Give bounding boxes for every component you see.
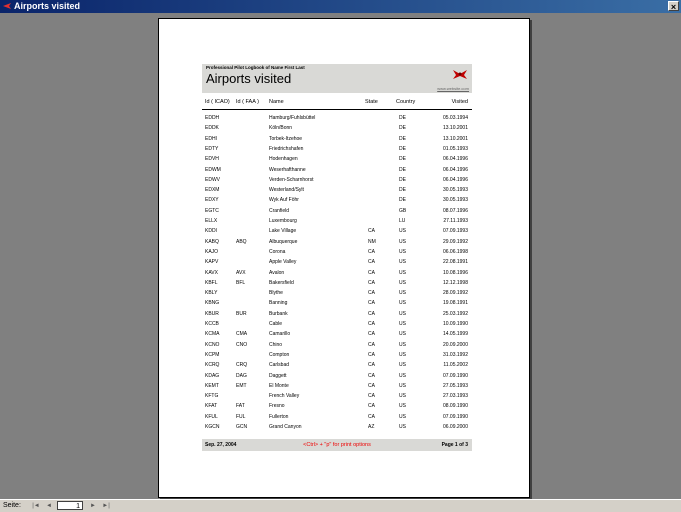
first-page-button[interactable]: |◄ [32,503,40,509]
cell-icao: KABQ [205,238,219,245]
cell-visited: 27.05.1993 [442,382,468,389]
window-title: Airports visited [14,1,81,11]
cell-state: CA [368,300,375,307]
cell-state: NM [368,238,376,245]
table-row [202,207,472,216]
cell-country: US [399,331,406,338]
print-date: Sep. 27, 2004 [205,442,237,448]
cell-visited: 30.05.1993 [442,197,468,204]
table-row [202,135,472,144]
cell-icao: KBNG [205,300,220,307]
cell-state: CA [368,341,375,348]
table-row [202,279,472,288]
page-label: Seite: [3,502,21,509]
cell-icao: KDAG [205,372,220,379]
cell-country: US [399,228,406,235]
col-state: State [365,99,378,105]
cell-faa: BFL [236,279,246,286]
cell-icao: KFTG [205,393,219,400]
cell-name: Köln/Bonn [269,125,293,132]
cell-icao: KBLY [205,290,218,297]
cell-country: US [399,290,406,297]
report-url: www.website.com [437,86,469,91]
cell-icao: EDDK [205,125,219,132]
cell-country: US [399,300,406,307]
cell-visited: 30.05.1993 [442,187,468,194]
cell-name: Weserhafthanne [269,166,306,173]
cell-country: US [399,403,406,410]
window-title-bar [0,0,681,13]
cell-icao: KAVX [205,269,218,276]
table-row [202,361,472,370]
cell-state: CA [368,331,375,338]
cell-country: US [399,382,406,389]
cell-country: US [399,269,406,276]
table-row [202,382,472,391]
table-row [202,196,472,205]
table-row [202,145,472,154]
cell-name: Bakersfield [269,279,294,286]
cell-name: Compton [269,351,290,358]
cell-visited: 10.08.1996 [442,269,468,276]
table-row [202,176,472,185]
cell-name: Verden-Scharnhorst [269,176,314,183]
cell-visited: 06.09.2000 [442,424,468,430]
next-page-button[interactable]: ► [90,503,96,509]
cell-country: US [399,259,406,266]
cell-visited: 08.07.1996 [442,207,468,214]
cell-state: CA [368,351,375,358]
cell-country: DE [399,197,406,204]
cell-state: CA [368,248,375,255]
cell-icao: EDVH [205,156,219,163]
cell-visited: 22.08.1991 [442,259,468,266]
table-row [202,238,472,247]
cell-visited: 10.09.1990 [442,321,468,327]
cell-country: US [399,362,406,369]
prev-page-button[interactable]: ◄ [46,503,52,509]
report-subtitle: Professional Pilot Logbook of Name First Last [206,65,305,70]
cell-visited: 06.04.1996 [442,176,468,183]
table-row [202,310,472,319]
cell-visited: 01.05.1993 [442,145,468,152]
cell-icao: KBFL [205,279,218,286]
close-button[interactable]: × [668,1,679,11]
cell-country: DE [399,115,406,121]
cell-visited: 06.04.1996 [442,156,468,163]
table-row [202,227,472,236]
cell-visited: 27.03.1993 [442,393,468,400]
cell-name: Camarillo [269,331,291,338]
col-faa: Id ( FAA ) [236,99,259,105]
cell-state: AZ [368,424,375,430]
cell-country: DE [399,125,406,132]
cell-icao: KCCB [205,321,219,327]
table-row [202,124,472,133]
cell-icao: EDDH [205,115,220,121]
cell-name: French Valley [269,393,300,400]
cell-icao: KEMT [205,382,219,389]
cell-icao: EDXY [205,197,219,204]
cell-icao: KAPV [205,259,219,266]
table-row [202,217,472,226]
report-title: Airports visited [206,71,292,86]
cell-state: CA [368,382,375,389]
cell-faa: CMA [236,331,248,338]
cell-state: CA [368,413,375,420]
table-row [202,258,472,267]
cell-name: Corona [269,248,286,255]
cell-faa: GCN [236,424,248,430]
cell-country: US [399,393,406,400]
cell-country: DE [399,135,406,142]
col-icao: Id ( ICAO) [205,99,230,105]
page-number-input[interactable]: 1 [57,501,83,510]
cell-faa: FUL [236,413,246,420]
cell-state: CA [368,259,375,266]
cell-visited: 07.09.1993 [442,228,468,235]
cell-country: LU [399,218,406,224]
red-plane-logo-icon [452,67,468,81]
cell-country: US [399,424,406,430]
cell-state: CA [368,269,375,276]
table-row [202,289,472,298]
cell-icao: KCRQ [205,362,220,369]
table-row [202,413,472,422]
cell-name: Burbank [269,310,288,317]
cell-state: CA [368,321,375,327]
cell-name: Apple Valley [269,259,297,266]
column-header-row [202,99,472,110]
cell-name: El Monte [269,382,289,389]
cell-icao: EGTC [205,207,219,214]
cell-country: DE [399,166,406,173]
cell-country: US [399,351,406,358]
cell-country: US [399,341,406,348]
cell-name: Daggett [269,372,287,379]
table-row [202,392,472,401]
cell-visited: 07.09.1990 [442,413,468,420]
cell-icao: EDTY [205,145,219,152]
cell-country: GB [399,207,407,214]
cell-visited: 29.09.1992 [442,238,468,245]
cell-name: Torbek-Itzehoe [269,135,303,142]
cell-faa: CNO [236,341,248,348]
cell-visited: 20.09.2000 [442,341,468,348]
report-footer [202,439,472,451]
table-row [202,423,472,432]
cell-name: Avalon [269,269,285,276]
cell-state: CA [368,403,375,410]
cell-faa: EMT [236,382,247,389]
cell-visited: 13.10.2001 [442,125,468,132]
cell-name: Friedrichshafen [269,145,304,152]
cell-visited: 06.04.1996 [442,166,468,173]
cell-icao: KDDI [205,228,217,235]
cell-country: US [399,413,406,420]
cell-country: US [399,321,406,327]
col-visited: Visited [451,99,468,105]
cell-visited: 25.03.1992 [442,310,468,317]
cell-visited: 05.03.1994 [442,115,468,121]
plane-app-icon [2,1,12,11]
cell-country: DE [399,176,406,183]
cell-visited: 28.09.1992 [442,290,468,297]
cell-country: DE [399,156,406,163]
cell-country: DE [399,187,406,194]
table-row [202,269,472,278]
cell-icao: KGCN [205,424,220,430]
col-name: Name [269,99,284,105]
cell-icao: KCPM [205,351,220,358]
report-page [158,18,530,498]
cell-state: CA [368,393,375,400]
cell-visited: 07.09.1990 [442,372,468,379]
cell-country: US [399,248,406,255]
cell-name: Hodenhagen [269,156,298,163]
cell-name: Fresno [269,403,285,410]
cell-visited: 06.06.1998 [442,248,468,255]
cell-name: Chino [269,341,283,348]
cell-faa: FAT [236,403,245,410]
cell-state: CA [368,310,375,317]
cell-faa: BUR [236,310,247,317]
cell-state: CA [368,290,375,297]
print-hint: <Ctrl> + "p" for print options [303,442,371,448]
cell-visited: 11.05.2002 [443,362,468,369]
cell-name: Blythe [269,290,283,297]
cell-icao: EDHI [205,135,217,142]
table-row [202,114,472,123]
cell-visited: 13.10.2001 [442,135,468,142]
cell-name: Carlsbad [269,362,290,369]
cell-icao: KBUR [205,310,219,317]
cell-state: CA [368,372,375,379]
cell-name: Cranfield [269,207,290,214]
table-row [202,248,472,257]
cell-visited: 27.11.1993 [443,218,468,224]
cell-name: Grand Canyon [269,424,302,430]
cell-icao: EDWV [205,176,220,183]
cell-country: US [399,238,406,245]
cell-country: DE [399,145,406,152]
cell-name: Cable [269,321,283,327]
cell-icao: KCMA [205,331,220,338]
cell-state: CA [368,228,375,235]
cell-icao: EDWM [205,166,221,173]
cell-icao: KFUL [205,413,218,420]
table-row [202,186,472,195]
col-country: Country [396,99,416,105]
cell-country: US [399,279,406,286]
cell-icao: KCNO [205,341,220,348]
table-row [202,351,472,360]
cell-faa: CRQ [236,362,248,369]
table-row [202,320,472,329]
page-count: Page 1 of 3 [441,442,468,448]
cell-name: Albuquerque [269,238,298,245]
cell-name: Fullerton [269,413,289,420]
cell-country: US [399,372,406,379]
table-row [202,402,472,411]
table-row [202,330,472,339]
cell-faa: ABQ [236,238,247,245]
cell-visited: 19.08.1991 [442,300,468,307]
cell-icao: ELLX [205,218,218,224]
table-row [202,341,472,350]
cell-name: Luxembourg [269,218,297,224]
cell-name: Lake Village [269,228,297,235]
navigation-bar [0,499,681,512]
table-row [202,299,472,308]
cell-state: CA [368,362,375,369]
cell-name: Westerland/Sylt [269,187,304,194]
last-page-button[interactable]: ►| [102,503,110,509]
cell-name: Wyk Auf Föhr [269,197,299,204]
cell-visited: 12.12.1998 [442,279,468,286]
cell-icao: KFAT [205,403,218,410]
report-header [202,64,472,93]
cell-name: Banning [269,300,288,307]
table-row [202,372,472,381]
cell-faa: DAG [236,372,247,379]
cell-visited: 14.05.1999 [442,331,468,338]
cell-state: CA [368,279,375,286]
cell-faa: AVX [236,269,246,276]
table-row [202,166,472,175]
cell-icao: EDXM [205,187,220,194]
cell-icao: KAJO [205,248,219,255]
table-row [202,155,472,164]
cell-name: Hamburg/Fuhlsbüttel [269,115,316,121]
cell-visited: 31.03.1992 [442,351,468,358]
cell-country: US [399,310,406,317]
cell-visited: 08.09.1990 [442,403,468,410]
